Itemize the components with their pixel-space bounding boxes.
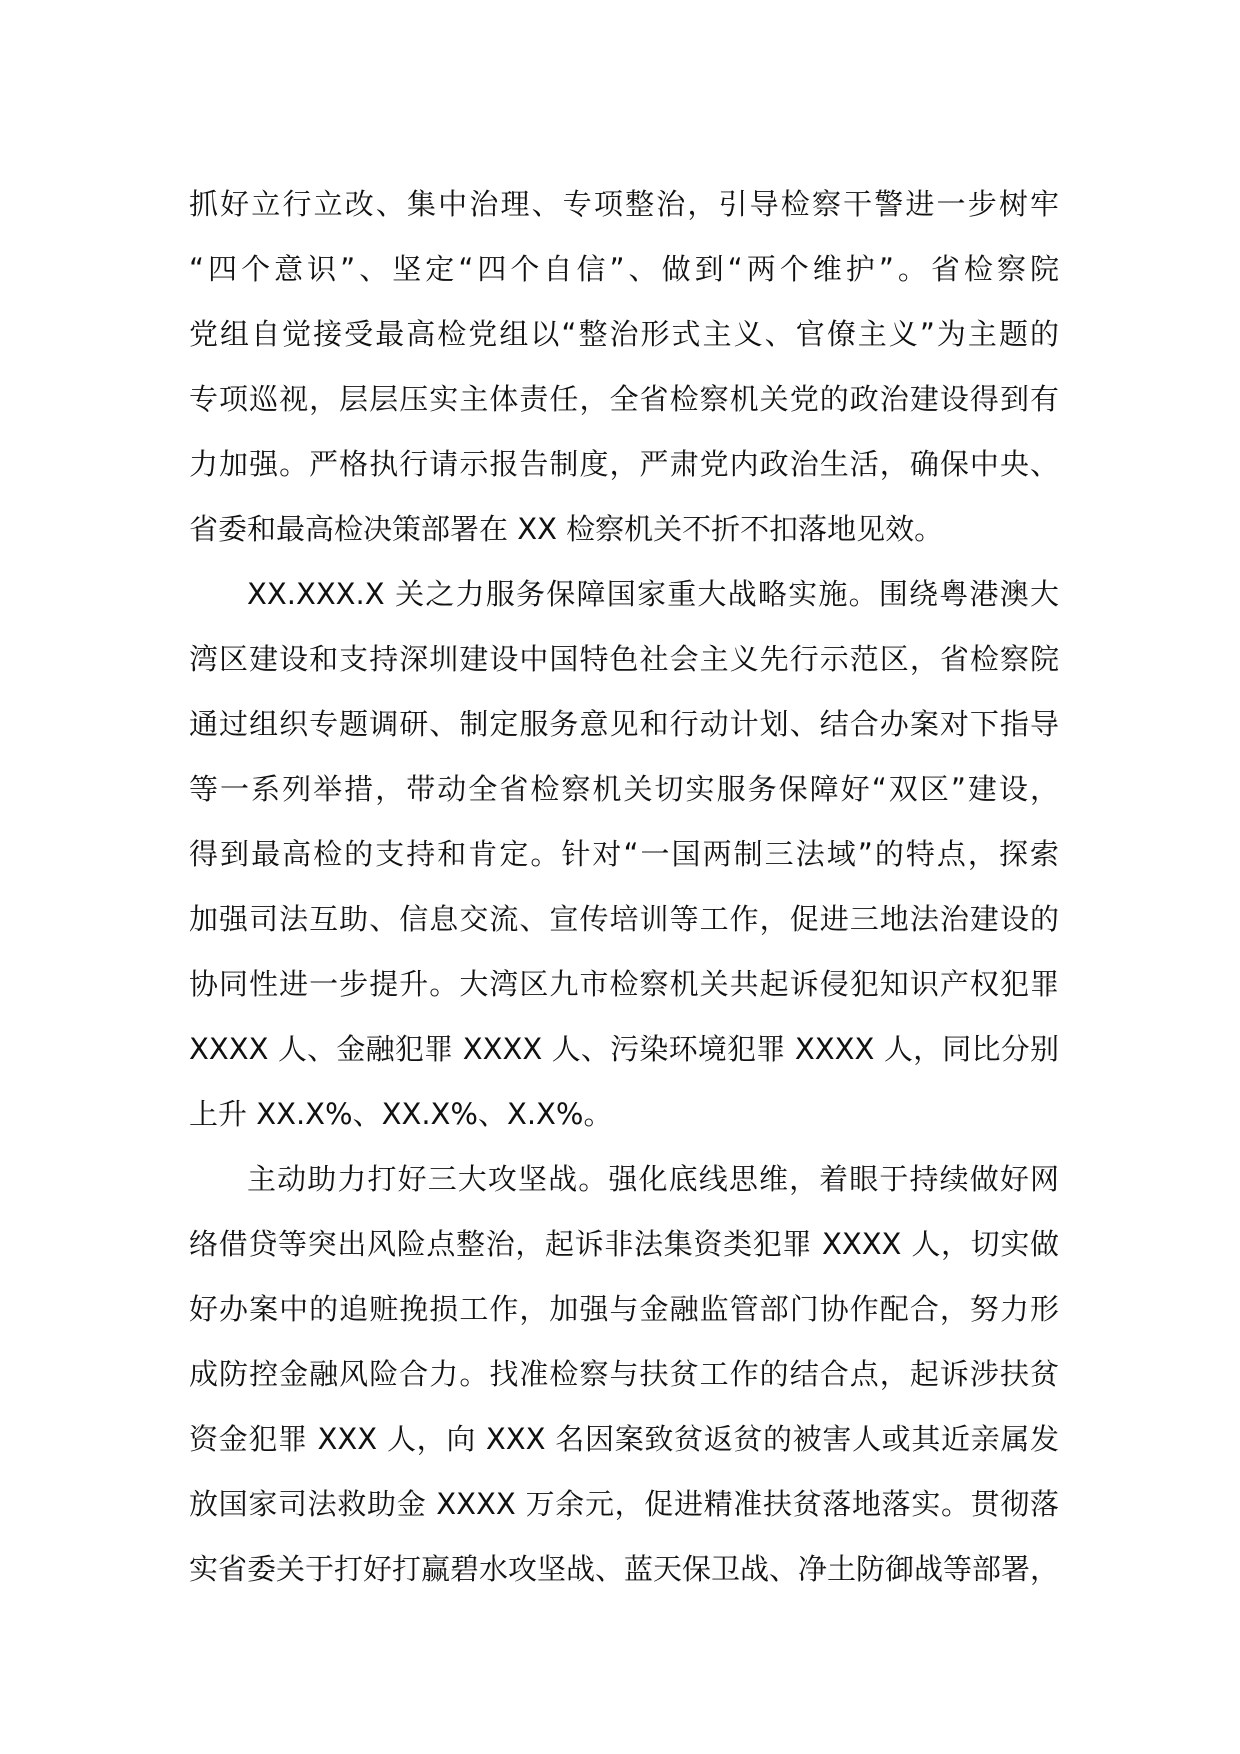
text-line: 资金犯罪 XXX 人，向 XXX 名因案致贫返贫的被害人或其近亲属发 bbox=[189, 1422, 1059, 1456]
text-line: 专项巡视，层层压实主体责任，全省检察机关党的政治建设得到有 bbox=[189, 382, 1059, 416]
text-line: 实省委关于打好打赢碧水攻坚战、蓝天保卫战、净土防御战等部署， bbox=[189, 1552, 1059, 1586]
paragraph-1 bbox=[189, 172, 1059, 562]
text-line: 省委和最高检决策部署在 XX 检察机关不折不扣落地见效。 bbox=[189, 512, 944, 546]
text-line: 好办案中的追赃挽损工作，加强与金融监管部门协作配合，努力形 bbox=[189, 1292, 1059, 1326]
text-line: 协同性进一步提升。大湾区九市检察机关共起诉侵犯知识产权犯罪 bbox=[189, 967, 1059, 1001]
text-line: 主动助力打好三大攻坚战。强化底线思维，着眼于持续做好网 bbox=[247, 1162, 1059, 1196]
text-line: 等一系列举措，带动全省检察机关切实服务保障好“双区”建设， bbox=[189, 772, 1059, 806]
text-line: 得到最高检的支持和肯定。针对“一国两制三法域”的特点，探索 bbox=[189, 837, 1059, 871]
text-line: 力加强。严格执行请示报告制度，严肃党内政治生活，确保中央、 bbox=[189, 447, 1059, 481]
paragraph-2 bbox=[189, 562, 1059, 1147]
text-line: 抓好立行立改、集中治理、专项整治，引导检察干警进一步树牢 bbox=[189, 187, 1059, 221]
text-line: 成防控金融风险合力。找准检察与扶贫工作的结合点，起诉涉扶贫 bbox=[189, 1357, 1059, 1391]
text-line: 湾区建设和支持深圳建设中国特色社会主义先行示范区，省检察院 bbox=[189, 642, 1059, 676]
text-line: XXXX 人、金融犯罪 XXXX 人、污染环境犯罪 XXXX 人，同比分别 bbox=[189, 1032, 1059, 1066]
text-line: 络借贷等突出风险点整治，起诉非法集资类犯罪 XXXX 人，切实做 bbox=[189, 1227, 1059, 1261]
text-line: 通过组织专题调研、制定服务意见和行动计划、结合办案对下指导 bbox=[189, 707, 1059, 741]
text-line: XX.XXX.X 关之力服务保障国家重大战略实施。围绕粤港澳大 bbox=[247, 577, 1059, 611]
text-line: “四个意识”、坚定“四个自信”、做到“两个维护”。省检察院 bbox=[189, 252, 1059, 286]
text-line: 党组自觉接受最高检党组以“整治形式主义、官僚主义”为主题的 bbox=[189, 317, 1059, 351]
paragraph-3 bbox=[189, 1147, 1059, 1602]
text-line: 放国家司法救助金 XXXX 万余元，促进精准扶贫落地落实。贯彻落 bbox=[189, 1487, 1059, 1521]
text-line: 加强司法互助、信息交流、宣传培训等工作，促进三地法治建设的 bbox=[189, 902, 1059, 936]
text-line: 上升 XX.X%、XX.X%、X.X%。 bbox=[189, 1097, 613, 1131]
document-body bbox=[189, 172, 1059, 1602]
